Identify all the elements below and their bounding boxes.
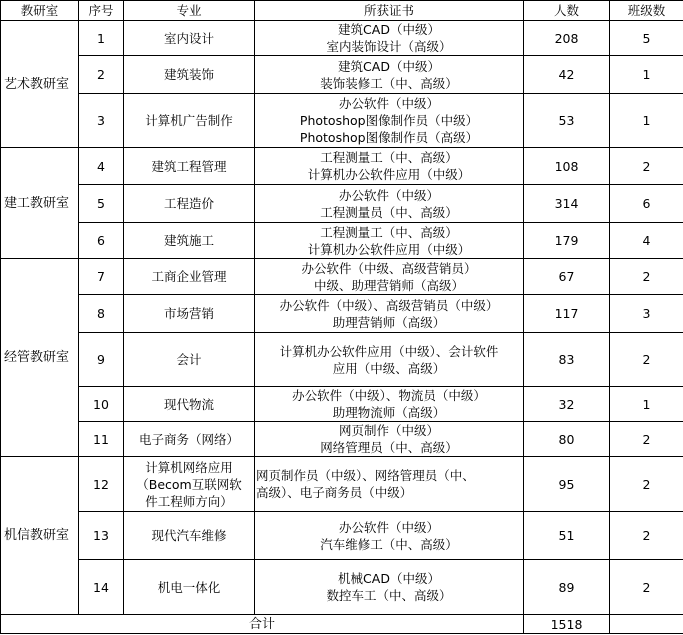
row-classes: 4 xyxy=(610,223,683,259)
row-major: 建筑施工 xyxy=(124,223,255,259)
row-cert: 工程测量工（中、高级） 计算机办公软件应用（中级） xyxy=(255,223,524,259)
row-no: 7 xyxy=(79,259,124,295)
row-students: 314 xyxy=(524,185,610,223)
row-major: 机电一体化 xyxy=(124,560,255,615)
row-students: 179 xyxy=(524,223,610,259)
table-row xyxy=(1,295,683,333)
row-classes: 6 xyxy=(610,185,683,223)
dept-cell: 建工教研室 xyxy=(1,148,79,259)
row-students: 117 xyxy=(524,295,610,333)
row-classes: 2 xyxy=(610,422,683,457)
row-major: 工商企业管理 xyxy=(124,259,255,295)
table-row xyxy=(1,223,683,259)
row-cert: 办公软件（中级） Photoshop图像制作员（中级） Photoshop图像制作员（高级） xyxy=(255,94,524,148)
row-major: 建筑工程管理 xyxy=(124,148,255,185)
row-cert: 建筑CAD（中级） 室内装饰设计（高级） xyxy=(255,21,524,56)
row-major: 会计 xyxy=(124,333,255,387)
header-row xyxy=(1,1,683,21)
row-major: 现代物流 xyxy=(124,387,255,422)
row-no: 1 xyxy=(79,21,124,56)
dept-cell: 经管教研室 xyxy=(1,259,79,457)
row-no: 13 xyxy=(79,512,124,560)
row-cert: 办公软件（中级） 工程测量员（中、高级） xyxy=(255,185,524,223)
row-classes: 3 xyxy=(610,295,683,333)
row-students: 83 xyxy=(524,333,610,387)
row-students: 51 xyxy=(524,512,610,560)
row-classes: 5 xyxy=(610,21,683,56)
dept-cell: 艺术教研室 xyxy=(1,21,79,148)
table-row xyxy=(1,148,683,185)
table-row xyxy=(1,387,683,422)
header-students: 人数 xyxy=(524,1,610,21)
row-classes: 2 xyxy=(610,457,683,512)
row-cert: 办公软件（中级） 汽车维修工（中、高级） xyxy=(255,512,524,560)
row-no: 12 xyxy=(79,457,124,512)
header-no: 序号 xyxy=(79,1,124,21)
row-no: 10 xyxy=(79,387,124,422)
row-students: 108 xyxy=(524,148,610,185)
row-cert: 办公软件（中级）、物流员（中级） 助理物流师（高级） xyxy=(255,387,524,422)
row-no: 6 xyxy=(79,223,124,259)
row-no: 11 xyxy=(79,422,124,457)
row-cert: 网页制作（中级） 网络管理员（中、高级） xyxy=(255,422,524,457)
row-classes: 2 xyxy=(610,148,683,185)
row-major: 工程造价 xyxy=(124,185,255,223)
table-row xyxy=(1,185,683,223)
row-classes: 1 xyxy=(610,56,683,94)
row-cert: 工程测量工（中、高级） 计算机办公软件应用（中级） xyxy=(255,148,524,185)
table-row xyxy=(1,422,683,457)
row-cert: 计算机办公软件应用（中级）、会计软件 应用（中级、高级） xyxy=(255,333,524,387)
row-classes: 2 xyxy=(610,560,683,615)
row-major: 计算机广告制作 xyxy=(124,94,255,148)
total-students: 1518 xyxy=(524,615,610,634)
row-no: 4 xyxy=(79,148,124,185)
row-students: 95 xyxy=(524,457,610,512)
row-classes: 1 xyxy=(610,387,683,422)
dept-cell: 机信教研室 xyxy=(1,457,79,615)
header-dept: 教研室 xyxy=(1,1,79,21)
header-classes: 班级数 xyxy=(610,1,683,21)
row-no: 5 xyxy=(79,185,124,223)
row-classes: 2 xyxy=(610,259,683,295)
row-no: 2 xyxy=(79,56,124,94)
row-students: 208 xyxy=(524,21,610,56)
total-label: 合计 xyxy=(1,615,524,634)
row-no: 8 xyxy=(79,295,124,333)
row-students: 32 xyxy=(524,387,610,422)
row-cert: 网页制作员（中级）、网络管理员（中、 高级）、电子商务员（中级） xyxy=(255,457,524,512)
row-major: 建筑装饰 xyxy=(124,56,255,94)
row-classes: 1 xyxy=(610,94,683,148)
table-row xyxy=(1,512,683,560)
row-cert: 办公软件（中级、高级营销员） 中级、助理营销师（高级） xyxy=(255,259,524,295)
row-no: 14 xyxy=(79,560,124,615)
row-students: 42 xyxy=(524,56,610,94)
header-major: 专业 xyxy=(124,1,255,21)
table-row xyxy=(1,21,683,56)
table-row xyxy=(1,56,683,94)
header-cert: 所获证书 xyxy=(255,1,524,21)
row-no: 3 xyxy=(79,94,124,148)
row-students: 67 xyxy=(524,259,610,295)
row-cert: 机械CAD（中级） 数控车工（中、高级） xyxy=(255,560,524,615)
table-row xyxy=(1,560,683,615)
table-row xyxy=(1,94,683,148)
row-major: 电子商务（网络） xyxy=(124,422,255,457)
row-cert: 办公软件（中级）、高级营销员（中级） 助理营销师（高级） xyxy=(255,295,524,333)
row-major: 计算机网络应用 （Becom互联网软 件工程师方向） xyxy=(124,457,255,512)
row-students: 89 xyxy=(524,560,610,615)
total-row xyxy=(1,615,683,634)
row-classes: 2 xyxy=(610,333,683,387)
row-major: 现代汽车维修 xyxy=(124,512,255,560)
table-row xyxy=(1,457,683,512)
row-cert: 建筑CAD（中级） 装饰装修工（中、高级） xyxy=(255,56,524,94)
row-students: 53 xyxy=(524,94,610,148)
total-classes xyxy=(610,615,683,634)
row-major: 室内设计 xyxy=(124,21,255,56)
row-students: 80 xyxy=(524,422,610,457)
table-row xyxy=(1,259,683,295)
row-major: 市场营销 xyxy=(124,295,255,333)
table-row xyxy=(1,333,683,387)
row-classes: 2 xyxy=(610,512,683,560)
row-no: 9 xyxy=(79,333,124,387)
